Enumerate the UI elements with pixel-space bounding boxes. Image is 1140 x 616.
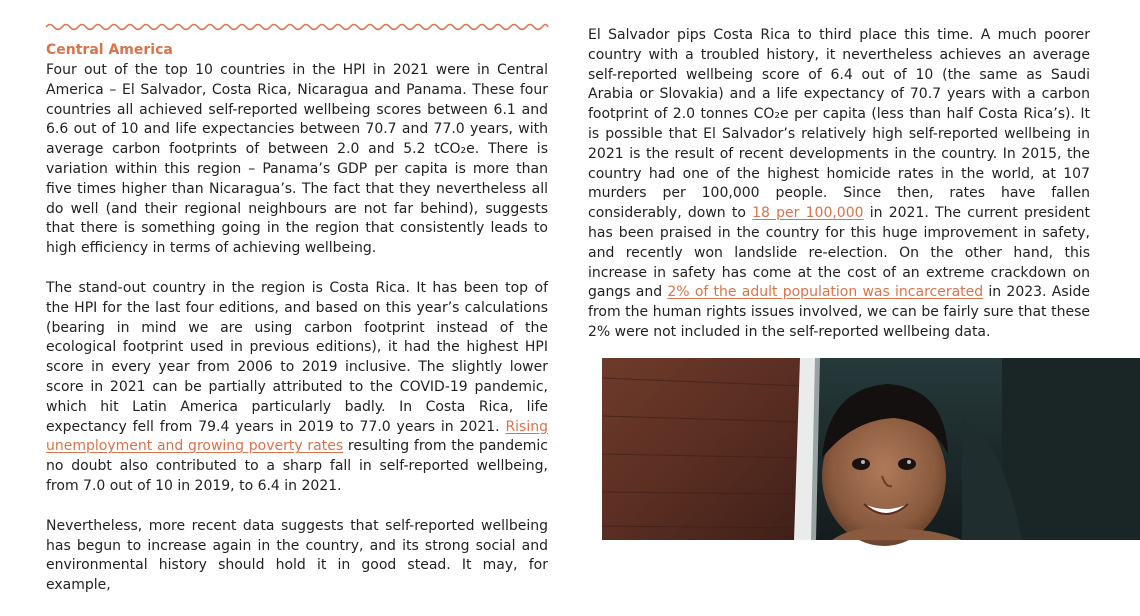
link-homicide-rate[interactable]: 18 per 100,000 — [752, 205, 864, 222]
paragraph-text: El Salvador pips Costa Rica to third place this time. A much poorer country with a troubled history, it nevertheless achieves an average self-reported wellbeing score of 6.4 out of 10 (the same as Saudi Arabia or Slovakia) and a life expectancy of 70.7 years with a carbon footprint of 2.0 tonnes CO₂e per capita (less than half Costa Rica’s). It is possible that El Salvador’s relatively high self-reported wellbeing in 2021 is the result of recent developments in the country. In 2015, the country had one of the highest homicide rates in the world, at 107 murders per 100,000 people. Since then, rates have fallen considerably, down to — [588, 27, 1090, 222]
link-incarceration[interactable]: 2% of the adult population was incarcerated — [667, 284, 984, 301]
paragraph-text: The stand-out country in the region is Costa Rica. It has been top of the HPI for the last four editions, and based on this year’s calculations (bearing in mind we are using carbon footprint instead of the ecological footprint used in previous editions), it had the highest HPI score in every year from 2006 to 2019 inclusive. The slightly lower score in 2021 can be partially attributed to the COVID-19 pandemic, which hit Latin America particularly badly. In Costa Rica, life expectancy fell from 79.4 years in 2019 to 77.0 years in 2021. — [46, 279, 548, 435]
paragraph-regional-overview: Four out of the top 10 countries in the HPI in 2021 were in Central America – El Salvador, Costa Rica, Nicaragua and Panama. These four countries all achieved self-reported wellbeing scores between 6.1 and 6.6 out of 10 and life expectancies between 70.7 and 77.0 years, with average carbon footprints of between 2.0 and 5.2 tCO₂e. There is variation within this region – Panama’s GDP per capita is more than five times higher than Nicaragua’s. The fact that they nevertheless all do well (and their regional neighbours are not far behind), suggests that there is something going in the region that consistently leads to high efficiency in terms of achieving wellbeing. — [46, 62, 548, 257]
paragraph-recent-data: Nevertheless, more recent data suggests that self-reported wellbeing has begun to increase again in the country, and its strong social and environmental history should hold it in good stead. It may, for example, — [46, 517, 548, 594]
paragraph-text: in 2023. Aside from the human rights issues involved, we can be fairly sure that these 2% were not included in the self-reported wellbeing data. — [588, 284, 1091, 340]
paragraph-text: resulting from the pandemic no doubt also contributed to a sharp fall in self-reported wellbeing, from 7.0 out of 10 in 2019, to 6.4 in 2021. — [46, 438, 548, 494]
right-column — [588, 26, 1090, 363]
photo-smiling-child — [602, 358, 1140, 540]
paragraph-costa-rica — [46, 279, 548, 497]
section-heading: Central America — [46, 42, 173, 58]
link-unemployment-poverty[interactable]: Rising unemployment and growing poverty rates — [46, 418, 548, 455]
photo-illustration — [602, 358, 1140, 540]
left-column — [46, 40, 548, 616]
decorative-wave-divider — [46, 20, 548, 34]
paragraph-el-salvador — [588, 26, 1090, 343]
paragraph-text: in 2021. The current president has been praised in the country for this huge improvement in safety, and recently won landslide re-election. On the other hand, this increase in safety has come at the cost of an extreme crackdown on gangs and — [588, 205, 1090, 301]
